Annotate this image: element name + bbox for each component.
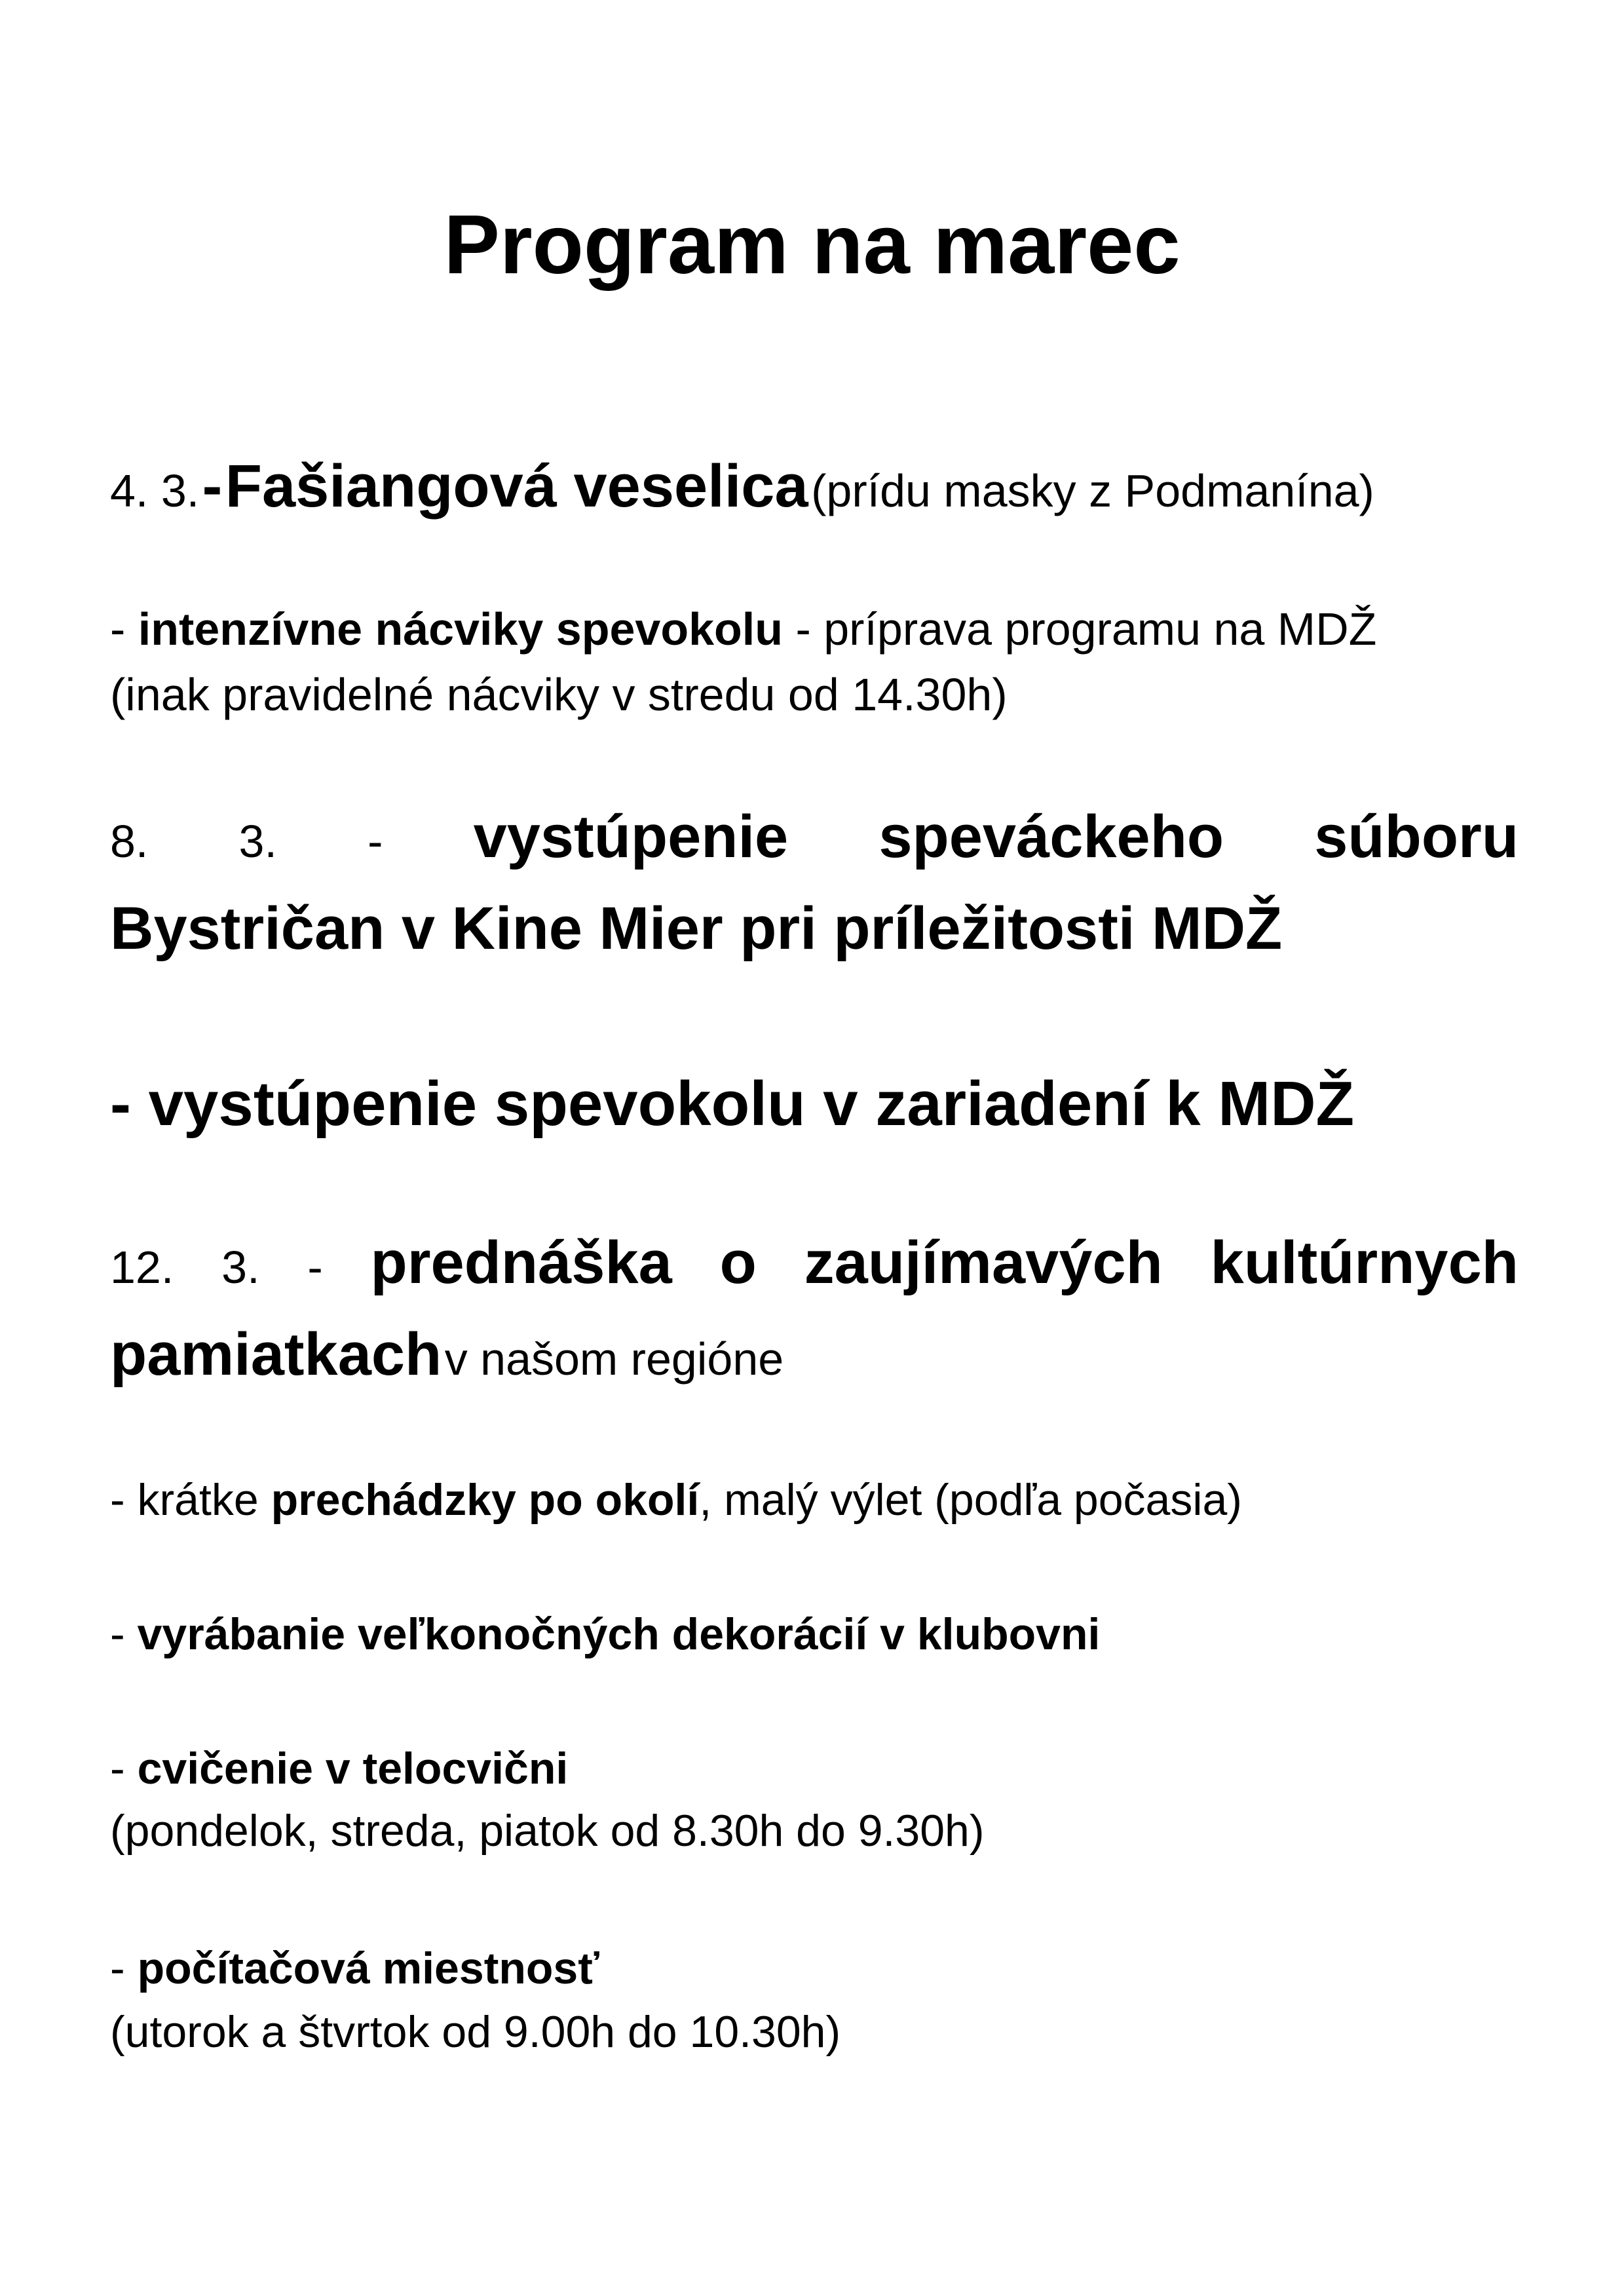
program-item-pocitacova-schedule: (utorok a štvrtok od 9.00h do 10.30h) bbox=[110, 2007, 841, 2057]
item-title: prechádzky po okolí bbox=[271, 1475, 700, 1525]
item-date-day: 8. bbox=[110, 816, 149, 867]
item-dash: - bbox=[110, 1943, 125, 1993]
item-title-word: zaujímavých bbox=[804, 1229, 1163, 1296]
item-dash: - bbox=[202, 453, 223, 520]
program-item-bystrican-line2: Bystričan v Kine Mier pri príležitosti MDŽ bbox=[110, 895, 1283, 962]
item-title: intenzívne nácviky spevokolu bbox=[138, 603, 784, 655]
item-prefix: - krátke bbox=[110, 1475, 259, 1525]
item-title: počítačová miestnosť bbox=[137, 1943, 599, 1993]
item-date: 4. 3. bbox=[110, 465, 200, 516]
item-title: vyrábanie veľkonočných dekorácií v klubovni bbox=[137, 1609, 1101, 1659]
item-date-month: 3. bbox=[238, 816, 277, 867]
item-title-word: o bbox=[719, 1229, 757, 1296]
program-item-cvicenie bbox=[110, 1743, 1519, 1794]
item-detail: v našom regióne bbox=[444, 1333, 784, 1385]
item-title-word: súboru bbox=[1314, 803, 1519, 870]
program-item-prednaska-line2 bbox=[110, 1320, 1519, 1390]
program-item-pocitacova-miestnost bbox=[110, 1943, 1519, 1994]
program-item-nacviky-note: (inak pravidelné nácviky v stredu od 14.30h) bbox=[110, 669, 1008, 720]
item-dash: - bbox=[110, 1609, 125, 1659]
item-dash: - bbox=[110, 1744, 125, 1793]
item-dash: - bbox=[307, 1242, 323, 1293]
item-title: Fašiangová veselica bbox=[225, 453, 808, 520]
item-title-word: prednáška bbox=[370, 1229, 672, 1296]
item-detail: - príprava programu na MDŽ bbox=[795, 603, 1377, 655]
program-item-dekoracie bbox=[110, 1609, 1519, 1660]
program-item-bystrican bbox=[110, 803, 1519, 872]
item-detail: , malý výlet (podľa počasia) bbox=[699, 1475, 1242, 1525]
program-item-fasiangova-veselica bbox=[110, 452, 1519, 522]
item-note: (prídu masky z Podmanína) bbox=[811, 465, 1374, 516]
item-date-month: 3. bbox=[221, 1242, 260, 1293]
item-title-word: speváckeho bbox=[878, 803, 1224, 870]
program-item-prechadzky bbox=[110, 1474, 1519, 1525]
item-dash: - bbox=[110, 603, 126, 655]
item-date-day: 12. bbox=[110, 1242, 174, 1293]
program-item-prednaska bbox=[110, 1229, 1519, 1298]
page-title: Program na marec bbox=[444, 198, 1180, 292]
program-item-spevokol-mdz: - vystúpenie spevokolu v zariadení k MDŽ bbox=[110, 1069, 1355, 1139]
item-title-word: pamiatkach bbox=[110, 1321, 442, 1388]
item-title: cvičenie v telocvični bbox=[137, 1744, 569, 1793]
item-dash: - bbox=[368, 816, 383, 867]
item-title-word: kultúrnych bbox=[1210, 1229, 1519, 1296]
program-item-nacviky bbox=[110, 603, 1519, 656]
item-title-word: vystúpenie bbox=[473, 803, 789, 870]
program-item-cvicenie-schedule: (pondelok, streda, piatok od 8.30h do 9.30h) bbox=[110, 1806, 985, 1856]
